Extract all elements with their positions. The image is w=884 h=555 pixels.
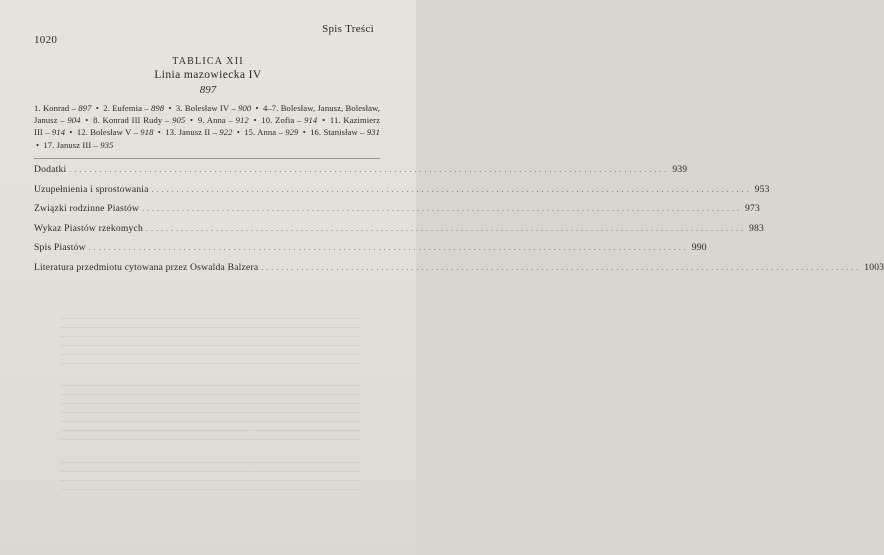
entry-name: Anna [257, 127, 277, 138]
toc-label: Dodatki [34, 164, 67, 175]
genealogy-entry: 10. Zofia – 914 [261, 115, 318, 126]
genealogy-entry: 8. Konrad III Rudy – 905 [93, 115, 186, 126]
toc-entry [34, 242, 707, 262]
bullet-separator: • [155, 127, 164, 138]
entry-page: 904 [67, 115, 81, 126]
entry-number: 3. [175, 103, 183, 113]
entry-number: 1. [34, 103, 41, 113]
entry-name: Bolesław IV [184, 103, 230, 113]
entry-number: 12. [76, 127, 88, 138]
toc-entry [34, 183, 770, 204]
toc-label: Spis Piastów [34, 242, 86, 253]
entry-page: 918 [140, 127, 154, 138]
entry-page: 935 [100, 139, 114, 150]
bullet-separator: • [319, 115, 328, 126]
bullet-separator: • [166, 103, 174, 113]
entry-number: 10. [261, 115, 273, 126]
entry-page: 914 [304, 115, 318, 126]
entry-name: Janusz III [56, 139, 92, 150]
toc-label: Literatura przedmiotu cytowana przez Oswalda Balzera [34, 261, 259, 273]
dot-leader: ........................................................................................................................ [88, 243, 689, 252]
toc-label: Związki rodzinne Piastów [34, 203, 139, 214]
genealogy-list [34, 102, 380, 151]
toc-entry [34, 164, 688, 184]
entry-name: Kazimierz III [34, 115, 381, 138]
bullet-separator: • [82, 115, 92, 126]
tablica-number: 897 [199, 84, 217, 96]
bullet-separator: • [250, 115, 260, 126]
dot-leader: ........................................................................................................................ [261, 262, 862, 272]
entry-page: 898 [151, 103, 165, 113]
dot-leader: ........................................................................................................................ [146, 223, 746, 233]
entry-number: 8. [93, 115, 100, 126]
page-number: 1020 [34, 34, 58, 46]
bullet-separator: • [253, 103, 261, 113]
genealogy-entry: 13. Janusz II – 922 [165, 127, 233, 138]
bullet-separator: • [187, 115, 196, 126]
entry-name: Bolesław, Janusz, Bolesław, Janusz [34, 103, 381, 126]
bullet-separator: • [67, 127, 75, 138]
genealogy-entry: 9. Anna – 912 [197, 115, 249, 126]
entry-page: 922 [219, 127, 233, 138]
entry-name: Anna [206, 115, 226, 126]
entry-page: 905 [172, 115, 186, 126]
entry-number: 17. [43, 139, 55, 150]
toc-page-number: 990 [691, 242, 707, 253]
entry-name: Konrad [42, 103, 70, 113]
entry-number: 16. [310, 127, 322, 138]
bullet-separator: • [300, 127, 309, 138]
entry-page: 912 [235, 115, 249, 126]
toc-page-number: 973 [744, 203, 760, 214]
entry-page: 929 [285, 127, 299, 138]
dot-leader: ........................................................................................................................ [69, 165, 670, 174]
toc-entry [34, 261, 884, 282]
bullet-separator: • [234, 127, 243, 138]
toc-entry [34, 203, 760, 223]
divider [34, 158, 380, 159]
bleed-through-text [60, 462, 360, 498]
entry-number: 4–7. [262, 103, 279, 113]
section-title: Spis Treści [322, 23, 374, 35]
genealogy-entry: 11. Kazimierz III – 914 [34, 115, 381, 138]
genealogy-entry: 1. Konrad – 897 [34, 103, 92, 113]
genealogy-entry: 16. Stanisław – 931 [310, 127, 381, 138]
entry-name: Konrad III Rudy [102, 115, 163, 126]
genealogy-entry: 12. Bolesław V – 918 [76, 127, 154, 138]
entry-name: Eufemia [112, 103, 142, 113]
tablica-title: Linia mazowiecka IV [154, 69, 262, 81]
entry-page: 900 [238, 103, 252, 113]
genealogy-entry: 2. Eufemia – 898 [103, 103, 165, 113]
genealogy-entry: 4–7. Bolesław, Janusz, Bolesław, Janusz – 904 [34, 103, 381, 126]
toc-page-number: 939 [672, 164, 688, 175]
genealogy-entry: 3. Bolesław IV – 900 [175, 103, 252, 113]
bullet-separator: • [36, 139, 42, 150]
entry-number: 15. [244, 127, 256, 138]
entry-number: 11. [329, 115, 341, 126]
entry-number: 9. [197, 115, 205, 126]
tablica-label: TABLICA XII [172, 56, 244, 67]
genealogy-entry: 15. Anna – 929 [244, 127, 299, 138]
entry-name: Stanisław [323, 127, 358, 138]
toc-entry [34, 222, 764, 243]
toc-page-number: 1003 [864, 261, 884, 273]
genealogy-entry: 17. Janusz III – 935 [43, 139, 114, 150]
bleed-through-text [60, 385, 360, 445]
dot-leader: ........................................................................................................................ [141, 204, 742, 213]
toc-page-number: 983 [749, 222, 764, 234]
bleed-through-text [60, 318, 360, 368]
bullet-separator: • [93, 103, 102, 113]
entry-number: 13. [165, 127, 177, 138]
entry-page: 897 [78, 103, 92, 113]
entry-page: 931 [366, 127, 381, 138]
toc-page-number: 953 [754, 183, 770, 195]
toc-label: Uzupełnienia i sprostowania [34, 183, 149, 195]
entry-number: 2. [103, 103, 110, 113]
entry-name: Zofia [275, 115, 295, 126]
dot-leader: ........................................................................................................................ [151, 184, 752, 194]
toc-label: Wykaz Piastów rzekomych [34, 222, 143, 234]
entry-page: 914 [51, 127, 66, 138]
entry-name: Bolesław V [90, 127, 132, 138]
entry-name: Janusz II [178, 127, 211, 138]
table-of-contents [34, 164, 884, 281]
